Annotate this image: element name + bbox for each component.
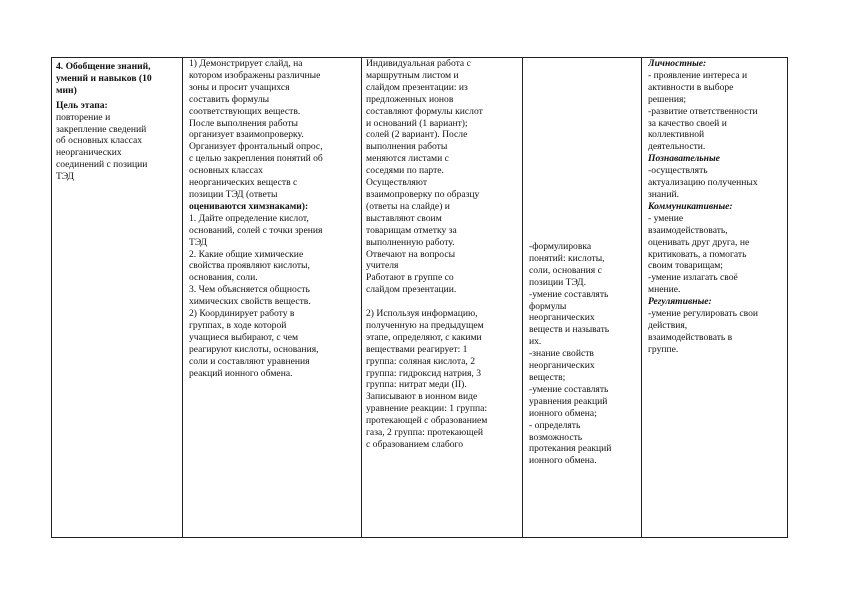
cognitive-line: -осуществлять bbox=[648, 165, 708, 177]
teacher-text-line: учащиеся выбирают, с чем bbox=[189, 331, 299, 343]
student-text-line: слайдом презентации: из bbox=[366, 81, 468, 93]
table-column-divider bbox=[182, 57, 183, 538]
teacher-text-line: После выполнения работы bbox=[189, 117, 298, 129]
teacher-activity-text bbox=[189, 58, 359, 379]
table-right-border bbox=[787, 57, 788, 538]
student-text-line: уравнение реакции: 1 группа: bbox=[366, 403, 488, 415]
result-text-line: неорганических bbox=[529, 360, 595, 372]
communicative-line: - умение bbox=[648, 212, 684, 224]
teacher-text-line: позиции ТЭД (ответы bbox=[189, 188, 278, 200]
result-text-line: ионного обмена; bbox=[529, 407, 597, 419]
stage-goal-line: соединений с позиции bbox=[56, 159, 148, 171]
student-activity-part1 bbox=[366, 58, 521, 296]
cognitive-line: актуализацию полученных bbox=[648, 177, 758, 189]
stage-cell bbox=[56, 61, 180, 183]
teacher-text-line: организует взаимопроверку. bbox=[189, 129, 304, 141]
result-text-line: веществ и называть bbox=[529, 324, 610, 336]
teacher-text-line: оснований, солей с точки зрения bbox=[189, 224, 323, 236]
student-text-line: составляют формулы кислот bbox=[366, 105, 483, 117]
personal-line: активности в выборе bbox=[648, 81, 734, 93]
student-text-line: учителя bbox=[366, 260, 399, 272]
communicative-line: мнение. bbox=[648, 284, 681, 296]
result-text-line: соли, основания с bbox=[529, 264, 602, 276]
teacher-text-line: химических свойств веществ. bbox=[189, 296, 311, 308]
student-text-line: газа, 2 группа: протекающей bbox=[366, 427, 483, 439]
uud-cell bbox=[648, 58, 786, 356]
student-text-line: меняются листами с bbox=[366, 153, 449, 165]
stage-title-line: мин) bbox=[56, 84, 77, 96]
result-text-line: -умение составлять bbox=[529, 383, 609, 395]
regulatory-line: -умение регулировать свои bbox=[648, 308, 759, 320]
student-text-line: предложенных ионов bbox=[366, 93, 454, 105]
student-text-line: взаимопроверку по образцу bbox=[366, 188, 480, 200]
teacher-text-line: составить формулы bbox=[189, 93, 270, 105]
communicative-line: оценивать друг друга, не bbox=[648, 236, 750, 248]
stage-title-line: 4. Обобщение знаний, bbox=[56, 61, 151, 72]
table-bottom-border bbox=[51, 537, 788, 538]
result-text-line: неорганических bbox=[529, 312, 595, 324]
student-text-line: с образованием слабого bbox=[366, 438, 464, 450]
teacher-text-line: основания, соли. bbox=[189, 272, 258, 284]
result-text-line: -умение составлять bbox=[529, 288, 609, 300]
teacher-activity-cell bbox=[189, 58, 359, 379]
result-text-line: протекания реакций bbox=[529, 443, 612, 455]
teacher-text-line: соответствующих веществ. bbox=[189, 105, 301, 117]
student-text-line: Работают в группе со bbox=[366, 272, 454, 284]
student-text-line: Отвечают на вопросы bbox=[366, 248, 456, 260]
student-text-line: Индивидуальная работа с bbox=[366, 58, 471, 69]
result-text-line: уравнения реакций bbox=[529, 395, 608, 407]
teacher-text-line: группах, в ходе которой bbox=[189, 319, 287, 331]
stage-goal-text bbox=[56, 112, 180, 183]
teacher-text-line: реагируют кислоты, основания, bbox=[189, 343, 319, 355]
table-column-divider bbox=[522, 57, 523, 538]
teacher-text-line: зоны и просит учащихся bbox=[189, 81, 290, 93]
result-text-line: позиции ТЭД. bbox=[529, 276, 586, 288]
teacher-text-line: реакций ионного обмена. bbox=[189, 367, 293, 379]
student-text-line: маршрутным листом и bbox=[366, 69, 459, 81]
cognitive-line: знаний. bbox=[648, 188, 679, 200]
personal-line: коллективной bbox=[648, 129, 705, 141]
cognitive-heading: Познавательные bbox=[648, 153, 720, 165]
stage-title bbox=[56, 61, 180, 97]
stage-goal-label: Цель этапа: bbox=[56, 99, 108, 111]
teacher-text-line: 2) Координирует работу в bbox=[189, 308, 295, 320]
communicative-line: своим товарищам; bbox=[648, 260, 723, 272]
personal-heading: Личностные: bbox=[648, 58, 707, 69]
stage-goal-line: неорганических bbox=[56, 147, 122, 159]
regulatory-list bbox=[648, 308, 786, 356]
communicative-line: критиковать, а помогать bbox=[648, 248, 747, 260]
stage-goal-line: повторение и bbox=[56, 111, 111, 123]
student-activity-part2 bbox=[366, 308, 521, 451]
stage-goal-line: об основных классах bbox=[56, 135, 143, 147]
student-text-line: товарищам отметку за bbox=[366, 224, 457, 236]
teacher-text-line: оцениваются химзнаками): bbox=[189, 200, 309, 212]
cognitive-list bbox=[648, 165, 786, 201]
student-text-line: веществами реагирует: 1 bbox=[366, 343, 468, 355]
communicative-heading: Коммуникативные: bbox=[648, 200, 733, 212]
regulatory-line: действия, bbox=[648, 319, 688, 331]
teacher-text-line: 2. Какие общие химические bbox=[189, 248, 304, 260]
teacher-text-line: котором изображены различные bbox=[189, 69, 321, 81]
result-text-line: их. bbox=[529, 336, 542, 348]
result-text-line: возможность bbox=[529, 431, 583, 443]
student-text-line: выставляют своим bbox=[366, 212, 442, 224]
communicative-list bbox=[648, 213, 786, 296]
teacher-text-line: с целью закрепления понятий об bbox=[189, 153, 323, 165]
student-text-line: и оснований (1 вариант); bbox=[366, 117, 468, 129]
student-text-line: Осуществляют bbox=[366, 177, 428, 189]
result-text-line: -знание свойств bbox=[529, 348, 594, 360]
student-text-line: солей (2 вариант). После bbox=[366, 129, 468, 141]
teacher-text-line: Организует фронтальный опрос, bbox=[189, 141, 323, 153]
personal-list bbox=[648, 70, 786, 153]
result-text-line: понятий: кислоты, bbox=[529, 252, 605, 264]
teacher-text-line: 1) Демонстрирует слайд, на bbox=[189, 58, 303, 69]
regulatory-line: взаимодействовать в bbox=[648, 331, 733, 343]
teacher-text-line: основных классах bbox=[189, 165, 263, 177]
teacher-text-line: 3. Чем объясняется общность bbox=[189, 284, 310, 296]
regulatory-line: группе. bbox=[648, 343, 679, 355]
regulatory-heading: Регулятивные: bbox=[648, 296, 712, 308]
teacher-text-line: соли и составляют уравнения bbox=[189, 355, 310, 367]
personal-line: -развитие ответственности bbox=[648, 105, 758, 117]
stage-goal-line: ТЭД bbox=[56, 171, 74, 183]
student-text-line: группа: нитрат меди (II). bbox=[366, 379, 467, 391]
student-text-line: выполнения работы bbox=[366, 141, 448, 153]
table-column-divider bbox=[641, 57, 642, 538]
student-text-line: группа: соляная кислота, 2 bbox=[366, 355, 475, 367]
personal-line: решения; bbox=[648, 93, 687, 105]
stage-title-line: умений и навыков (10 bbox=[56, 72, 152, 84]
result-text-line: ионного обмена. bbox=[529, 455, 597, 467]
personal-line: - проявление интереса и bbox=[648, 69, 748, 81]
student-text-line: (ответы на слайде) и bbox=[366, 200, 450, 212]
result-text-line: веществ; bbox=[529, 371, 566, 383]
student-text-line: полученную на предыдущем bbox=[366, 319, 484, 331]
result-text-line: - определять bbox=[529, 419, 581, 431]
student-text-line: 2) Используя информацию, bbox=[366, 308, 478, 320]
results-cell bbox=[529, 241, 640, 467]
result-text-line: -формулировка bbox=[529, 241, 592, 252]
personal-line: деятельности. bbox=[648, 141, 706, 153]
personal-line: за качество своей и bbox=[648, 117, 727, 129]
stage-goal-line: закрепление сведений bbox=[56, 123, 147, 135]
student-text-line: протекающей с образованием bbox=[366, 415, 488, 427]
teacher-text-line: свойства проявляют кислоты, bbox=[189, 260, 310, 272]
student-text-line: этапе, определяют, с какими bbox=[366, 331, 482, 343]
student-text-line: Записывают в ионном виде bbox=[366, 391, 478, 403]
result-text-line: формулы bbox=[529, 300, 567, 312]
communicative-line: -умение излагать своё bbox=[648, 272, 738, 284]
table-left-border bbox=[51, 57, 52, 538]
student-text-line: выполненную работу. bbox=[366, 236, 455, 248]
student-text-line: соседями по парте. bbox=[366, 165, 444, 177]
table-column-divider bbox=[361, 57, 362, 538]
results-text bbox=[529, 241, 640, 467]
student-text-line: группа: гидроксид натрия, 3 bbox=[366, 367, 482, 379]
student-text-line: слайдом презентации. bbox=[366, 284, 457, 296]
teacher-text-line: 1. Дайте определение кислот, bbox=[189, 212, 309, 224]
teacher-text-line: ТЭД bbox=[189, 236, 207, 248]
student-activity-cell bbox=[366, 58, 521, 451]
communicative-line: взаимодействовать, bbox=[648, 224, 728, 236]
teacher-text-line: неорганических веществ с bbox=[189, 177, 298, 189]
